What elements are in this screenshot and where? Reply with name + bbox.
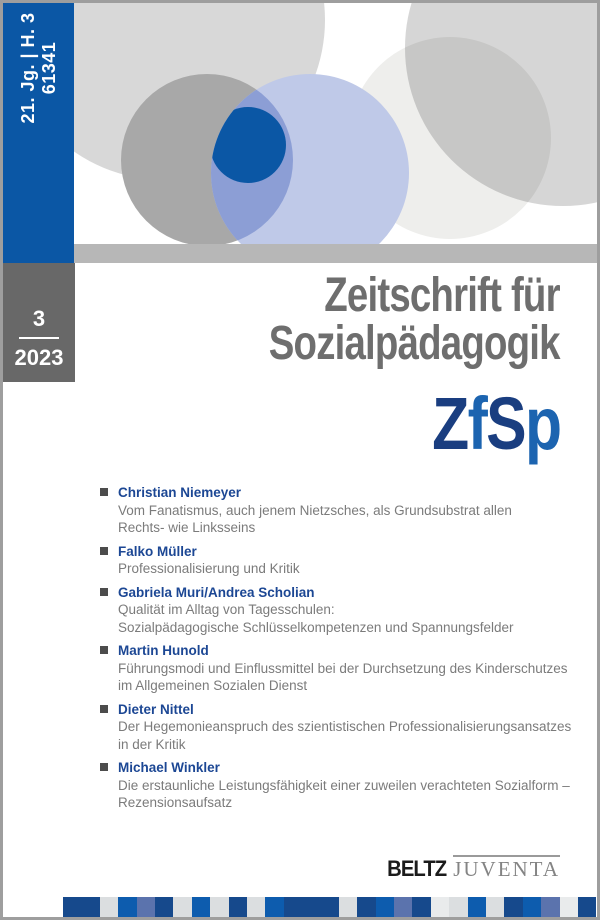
mosaic-square — [339, 897, 357, 917]
article-authors: Gabriela Muri/Andrea Scholian — [118, 584, 315, 600]
mosaic-square — [394, 897, 412, 917]
mosaic-square — [302, 897, 320, 917]
spine-bar — [3, 3, 74, 263]
issue-box-divider — [19, 337, 59, 339]
mosaic-square — [192, 897, 210, 917]
article-entry — [100, 484, 578, 537]
square-bullet-icon — [100, 547, 108, 555]
article-title — [118, 660, 578, 695]
article-authors: Falko Müller — [118, 543, 197, 559]
square-bullet-icon — [100, 763, 108, 771]
article-authors: Christian Niemeyer — [118, 485, 242, 500]
article-authors: Michael Winkler — [118, 760, 220, 775]
mosaic-square — [137, 897, 155, 917]
article-title-line: Sozialpädagogische Schlüsselkompetenzen und Spannungsfelder — [118, 619, 514, 635]
publisher-juventa-wordmark: JUVENTA — [453, 857, 560, 881]
article-entry — [100, 642, 578, 695]
article-list — [100, 484, 578, 818]
abbrev-letter: f — [467, 382, 486, 465]
mosaic-square — [265, 897, 283, 917]
issue-number: 3 — [32, 306, 46, 331]
article-title-line: in der Kritik — [118, 736, 186, 752]
article-title-line: Qualität im Alltag von Tagesschulen: — [118, 602, 335, 617]
journal-abbrev — [431, 382, 560, 465]
article-title — [118, 502, 578, 537]
article-title-line: Rechts- wie Linksseins — [118, 520, 256, 535]
mosaic-square — [118, 897, 136, 917]
mosaic-square — [320, 897, 338, 917]
article-authors: Martin Hunold — [118, 643, 209, 658]
square-bullet-icon — [100, 705, 108, 713]
article-title — [118, 777, 578, 812]
mosaic-square — [504, 897, 522, 917]
square-bullet-icon — [100, 488, 108, 496]
article-title-line: Die erstaunliche Leistungsfähigkeit einer zuweilen verachteten Sozialform – — [118, 777, 570, 793]
article-entry — [100, 759, 578, 812]
mosaic-square — [541, 897, 559, 917]
publisher-logo — [382, 855, 560, 882]
mosaic-square — [247, 897, 265, 917]
mosaic-square — [173, 897, 191, 917]
article-authors: Dieter Nittel — [118, 701, 194, 717]
mosaic-square — [523, 897, 541, 917]
spine-order-number: 61341 — [38, 41, 59, 95]
abbrev-letter: Z — [431, 382, 468, 465]
spine-text — [18, 12, 60, 123]
publisher-beltz-wordmark: BELTZ — [387, 856, 447, 881]
article-title-line: Der Hegemonieanspruch des szientistischen Professionalisierungsansatzes — [118, 719, 572, 734]
mosaic-square — [449, 897, 467, 917]
mosaic-square — [468, 897, 486, 917]
separator-bar — [74, 244, 597, 263]
mosaic-square — [155, 897, 173, 917]
article-title-line: Vom Fanatismus, auch jenem Nietzsches, als Grundsubstrat allen — [118, 502, 512, 518]
mosaic-square — [560, 897, 578, 917]
mosaic-square — [63, 897, 81, 917]
cover-circles-graphic — [3, 3, 597, 263]
article-title-line: Rezensionsaufsatz — [118, 795, 233, 810]
mosaic-square — [578, 897, 596, 917]
mosaic-square — [376, 897, 394, 917]
abbrev-letter: p — [524, 382, 560, 465]
article-title-line: Professionalisierung und Kritik — [118, 561, 300, 576]
mosaic-square — [81, 897, 99, 917]
spine-volume-issue: 21. Jg. | H. 3 — [17, 12, 38, 124]
journal-title — [269, 269, 560, 370]
mosaic-square — [229, 897, 247, 917]
article-title-line: Führungsmodi und Einflussmittel bei der Durchsetzung des Kinderschutzes — [118, 660, 568, 676]
mosaic-square — [100, 897, 118, 917]
mosaic-square — [486, 897, 504, 917]
article-title — [118, 718, 578, 753]
issue-box — [3, 263, 75, 382]
mosaic-square — [357, 897, 375, 917]
mosaic-square — [284, 897, 302, 917]
mosaic-square — [210, 897, 228, 917]
mosaic-square — [431, 897, 449, 917]
article-title-line: im Allgemeinen Sozialen Dienst — [118, 678, 308, 693]
mosaic-square — [412, 897, 430, 917]
article-entry — [100, 701, 578, 754]
journal-title-line2: Sozialpädagogik — [269, 317, 560, 370]
article-entry — [100, 584, 578, 637]
square-bullet-icon — [100, 588, 108, 596]
article-entry — [100, 543, 578, 578]
footer-mosaic — [3, 897, 597, 917]
article-title — [118, 601, 578, 636]
article-title — [118, 560, 578, 578]
abbrev-letter: S — [485, 382, 525, 465]
square-bullet-icon — [100, 646, 108, 654]
issue-year: 2023 — [14, 345, 64, 370]
journal-title-line1: Zeitschrift für — [324, 269, 560, 322]
